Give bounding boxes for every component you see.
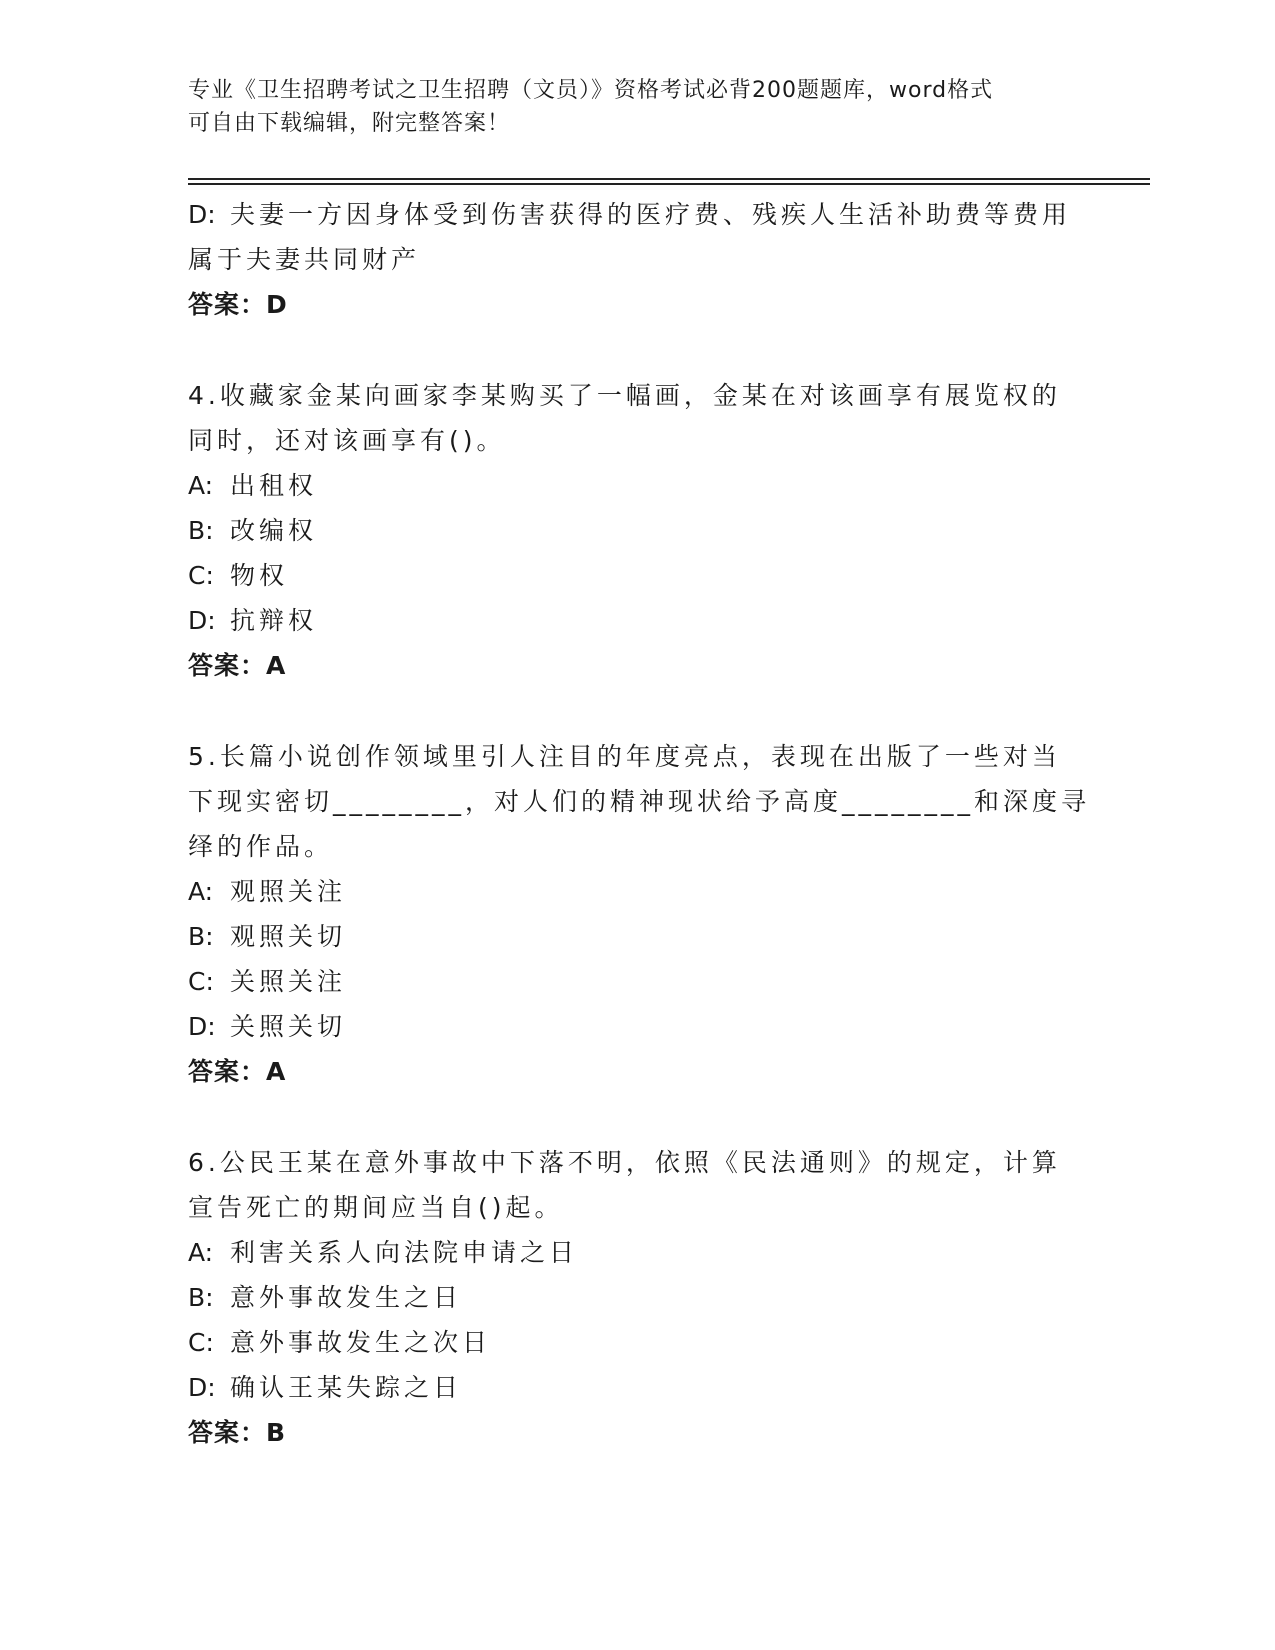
option-a xyxy=(188,463,1088,508)
option-c xyxy=(188,959,1088,1004)
option-text: 出租权 xyxy=(230,471,318,500)
question-6 xyxy=(188,1140,1088,1455)
header-divider-bottom xyxy=(188,183,1150,185)
header-title-line-1: 专业《卫生招聘考试之卫生招聘（文员）》资格考试必背200题题库，word格式 xyxy=(188,78,994,103)
option-d-continued: 属于夫妻共同财产 xyxy=(188,245,421,274)
option-a xyxy=(188,869,1088,914)
header-title-line-2: 可自由下载编辑，附完整答案！ xyxy=(188,111,511,136)
option-text: 观照关切 xyxy=(230,922,347,951)
question-stem: 4.收藏家金某向画家李某购买了一幅画，金某在对该画享有展览权的 xyxy=(188,381,1061,410)
option-a xyxy=(188,1230,1088,1275)
option-text: 物权 xyxy=(230,561,289,590)
option-text: 夫妻一方因身体受到伤害获得的医疗费、残疾人生活补助费等费用 xyxy=(230,200,1072,229)
answer-line: 答案：B xyxy=(188,1418,287,1447)
answer-line: 答案：A xyxy=(188,651,287,680)
option-key: A: xyxy=(188,1238,214,1267)
option-key: B: xyxy=(188,516,214,545)
option-key: A: xyxy=(188,471,214,500)
option-text: 抗辩权 xyxy=(230,606,318,635)
option-d xyxy=(188,1004,1088,1049)
question-stem: 5.长篇小说创作领域里引人注目的年度亮点，表现在出版了一些对当 xyxy=(188,742,1061,771)
option-text: 确认王某失踪之日 xyxy=(230,1373,463,1402)
question-4 xyxy=(188,373,1088,688)
option-key: B: xyxy=(188,922,214,951)
option-key: D: xyxy=(188,1012,216,1041)
option-b xyxy=(188,914,1088,959)
option-text: 意外事故发生之次日 xyxy=(230,1328,492,1357)
question-stem: 6.公民王某在意外事故中下落不明，依照《民法通则》的规定，计算 xyxy=(188,1148,1061,1177)
option-text: 关照关切 xyxy=(230,1012,347,1041)
option-b xyxy=(188,508,1088,553)
option-text: 关照关注 xyxy=(230,967,347,996)
option-text: 改编权 xyxy=(230,516,318,545)
option-key: D: xyxy=(188,200,216,229)
previous-question-tail xyxy=(188,192,1088,327)
question-stem-continued: 同时，还对该画享有()。 xyxy=(188,426,506,455)
option-key: D: xyxy=(188,1373,216,1402)
option-key: A: xyxy=(188,877,214,906)
question-5 xyxy=(188,734,1091,1094)
question-list xyxy=(188,192,1091,1455)
header-divider-top xyxy=(188,178,1150,180)
option-key: C: xyxy=(188,561,214,590)
option-text: 观照关注 xyxy=(230,877,347,906)
option-c xyxy=(188,1320,1088,1365)
answer-line: 答案：A xyxy=(188,1057,287,1086)
question-stem-continued: 宣告死亡的期间应当自()起。 xyxy=(188,1193,564,1222)
answer-line: 答案：D xyxy=(188,290,288,319)
option-d xyxy=(188,598,1088,643)
option-d xyxy=(188,192,1088,237)
option-b xyxy=(188,1275,1088,1320)
option-key: C: xyxy=(188,1328,214,1357)
option-key: C: xyxy=(188,967,214,996)
option-text: 利害关系人向法院申请之日 xyxy=(230,1238,579,1267)
question-stem-continued: 下现实密切________，对人们的精神现状给予高度________和深度寻 xyxy=(188,787,1091,816)
option-c xyxy=(188,553,1088,598)
option-key: D: xyxy=(188,606,216,635)
document-header xyxy=(188,74,1068,140)
option-text: 意外事故发生之日 xyxy=(230,1283,463,1312)
question-stem-continued: 绎的作品。 xyxy=(188,832,334,861)
option-d xyxy=(188,1365,1088,1410)
option-key: B: xyxy=(188,1283,214,1312)
